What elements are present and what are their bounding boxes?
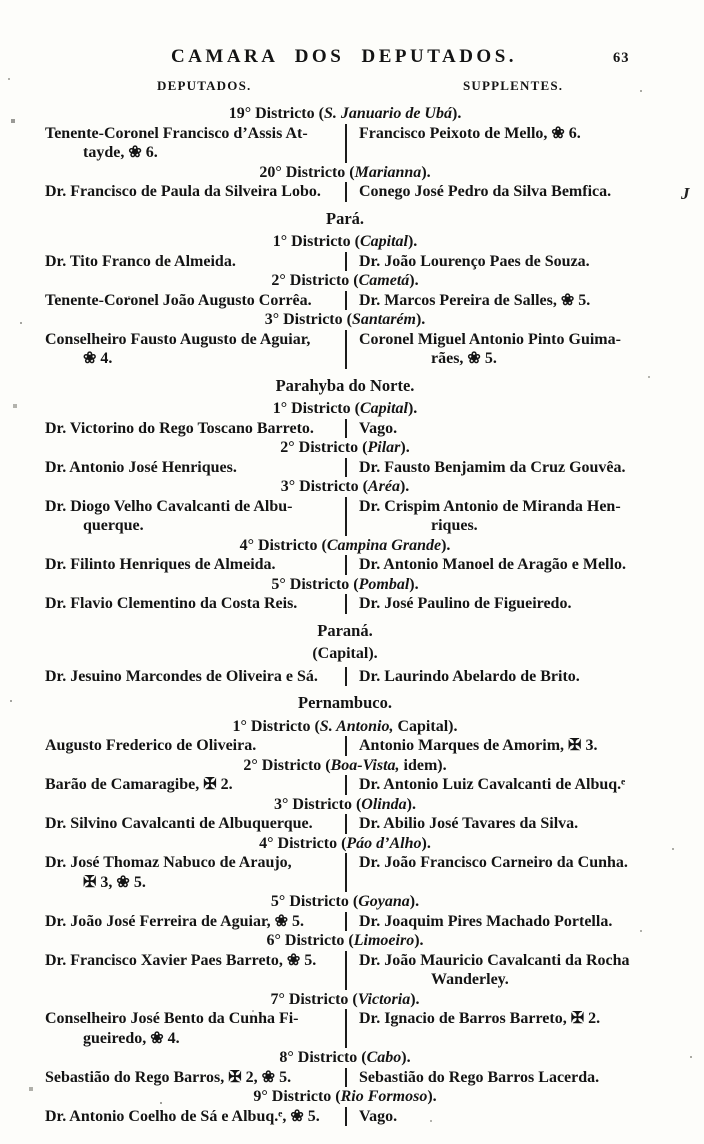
supplente-cell [347,1068,704,1088]
supplente-cell [347,1009,704,1048]
deputado-line: Dr. Tito Franco de Almeida. [45,252,236,270]
district-label-close: ). [421,834,431,852]
deputado-cell [0,736,345,756]
district-place-name: Victoria [357,990,411,1008]
district-label: 3° Districto ( [264,311,352,328]
entry-row [0,124,704,163]
district-heading [0,310,704,330]
deputado-cell [0,951,345,990]
entry-row [0,814,704,834]
supplente-line: riques. [431,517,478,534]
district-label: 9° Districto ( [253,1088,341,1105]
supplente-cell [347,497,704,536]
deputado-line: Dr. Antonio Coelho de Sá e Albuq.ᵉ, ❀ 5. [45,1107,320,1125]
deputado-cell [0,124,345,163]
page-number: 63 [613,50,630,66]
page-header [0,0,704,98]
district-label: 3° Districto ( [280,478,368,495]
district-heading [0,834,704,854]
deputado-cell [0,1009,345,1048]
supplente-line: Dr. Laurindo Abelardo de Brito. [359,667,580,685]
deputado-cell [0,1107,345,1127]
district-label-close: ). [451,105,462,122]
district-label: 1° Districto ( [232,717,320,735]
supplente-line: Vago. [359,1107,398,1125]
supplente-cell [347,594,704,614]
supplente-cell [347,1107,704,1127]
entry-row [0,853,704,892]
district-place-name: Boa-Vista, [330,756,400,774]
district-label-close: ). [441,536,451,554]
supplente-line: Vago. [359,419,398,437]
supplente-cell [347,775,704,795]
supplente-cell [347,667,704,687]
district-place-name: Olinda [361,795,407,813]
district-label-close: ). [400,439,410,456]
deputado-cell [0,555,345,575]
deputado-line: Conselheiro José Bento da Cunha Fi- [45,1010,299,1027]
district-label: 3° Districto ( [274,795,362,813]
deputado-line: Conselheiro Fausto Augusto de Aguiar, [45,330,311,348]
district-place-name: Cametá [358,272,410,289]
district-label: 4° Districto ( [239,536,327,554]
deputado-line: Dr. João José Ferreira de Aguiar, ❀ 5. [45,912,305,930]
district-label-close: ). [409,272,419,289]
district-place-name: Marianna [354,163,422,181]
supplente-cell [347,555,704,575]
state-heading: Pernambuco. [298,693,392,712]
entry-row [0,1009,704,1048]
deputado-line: Dr. Silvino Cavalcanti de Albuquerque. [45,815,313,832]
supplente-cell [347,814,704,834]
deputado-line: Augusto Frederico de Oliveira. [45,737,257,754]
deputado-line: Tenente-Coronel Francisco d’Assis At- [45,124,308,142]
district-label: 4° Districto ( [259,834,347,852]
district-place-name: Capital [359,233,408,250]
district-heading [0,990,704,1010]
supplente-cell [347,951,704,990]
entry-row [0,1107,704,1127]
district-label: 8° Districto ( [279,1049,367,1066]
entry-row [0,458,704,478]
supplente-line: Dr. Abilio José Tavares da Silva. [359,815,579,832]
district-place-name: Aréa [367,478,400,495]
page-body [0,98,704,1126]
deputado-cell [0,497,345,536]
entry-row [0,912,704,932]
deputado-line: tayde, ❀ 6. [83,144,158,161]
page-title: CAMARA DOS DEPUTADOS. [170,46,518,67]
supplente-line: Sebastião do Rego Barros Lacerda. [359,1068,600,1086]
district-label-close: ). [427,1088,437,1105]
supplente-line: Dr. Antonio Luiz Cavalcanti de Albuq.ᵉ [359,776,626,793]
entry-row [0,419,704,439]
district-label-close: ). [409,575,419,593]
state-heading: Paraná. [317,620,373,640]
deputado-cell [0,912,345,932]
district-label-close: ). [406,795,416,813]
district-label-close: ). [407,233,418,250]
print-artifact-glyph: J [681,184,690,203]
district-label-close: ). [415,311,426,328]
supplente-line: Francisco Peixoto de Mello, ❀ 6. [359,124,581,142]
district-label-close: ). [410,990,420,1008]
deputado-line: Barão de Camaragibe, ✠ 2. [45,776,233,793]
district-heading [0,892,704,912]
supplente-cell [347,736,704,756]
district-label: 2° Districto ( [243,756,331,774]
district-place-name: Pilar [367,439,401,456]
deputado-line: ✠ 3, ❀ 5. [83,873,146,891]
supplente-line: Dr. Ignacio de Barros Barreto, ✠ 2. [359,1010,601,1027]
supplente-line: Wanderley. [431,971,509,988]
district-place-name: Limoeiro [353,932,415,949]
entry-row [0,555,704,575]
district-place-name: Páo d’Alho [346,834,422,852]
supplente-cell [347,124,704,163]
entry-row [0,252,704,272]
state-heading: Pará. [325,208,365,228]
supplente-cell [347,291,704,311]
district-heading [0,536,704,556]
district-label: 7° Districto ( [270,990,358,1008]
deputado-cell [0,182,345,202]
deputado-line: Dr. Jesuino Marcondes de Oliveira e Sá. [45,667,318,685]
deputado-cell [0,814,345,834]
district-label-close: idem). [399,756,447,774]
supplente-line: Antonio Marques de Amorim, ✠ 3. [359,737,598,754]
district-heading [0,477,704,497]
supplente-line: Dr. João Mauricio Cavalcanti da Rocha [359,951,630,969]
district-heading [0,438,704,458]
district-label: 2° Districto ( [271,272,359,289]
district-heading [0,931,704,951]
deputado-line: Tenente-Coronel João Augusto Corrêa. [45,291,312,309]
supplente-line: Dr. Fausto Benjamim da Cruz Gouvêa. [359,458,626,476]
district-place-name: Cabo [366,1049,402,1066]
district-heading [0,795,704,815]
deputado-line: Dr. Victorino do Rego Toscano Barreto. [45,419,314,437]
supplente-line: Conego José Pedro da Silva Bemfica. [359,183,612,200]
district-label: 2° Districto ( [280,439,368,456]
district-label: 6° Districto ( [266,932,354,949]
supplente-cell [347,330,704,369]
deputado-line: ❀ 4. [83,350,113,367]
district-label: 19° Districto ( [228,105,324,122]
district-label-close: ). [409,893,420,910]
deputado-line: Dr. Filinto Henriques de Almeida. [45,556,276,573]
deputado-line: Dr. Diogo Velho Cavalcanti de Albu- [45,497,293,515]
district-label-close: ). [399,478,410,495]
deputado-line: querque. [83,517,144,534]
supplente-line: Dr. Antonio Manoel de Aragão e Mello. [359,556,626,573]
supplente-cell [347,419,704,439]
deputado-line: Dr. José Thomaz Nabuco de Araujo, [45,854,292,871]
capital-subheading: (Capital). [312,645,378,662]
district-label: 5° Districto ( [271,575,359,593]
supplente-cell [347,252,704,272]
entry-row [0,951,704,990]
supplente-line: Dr. João Francisco Carneiro da Cunha. [359,854,628,871]
district-heading [0,717,704,737]
entry-row [0,330,704,369]
district-heading [0,1048,704,1068]
supplente-cell [347,853,704,892]
district-label-close: ). [401,1049,411,1066]
district-label-close: Capital). [393,717,458,735]
district-heading [0,575,704,595]
deputado-line: Dr. Francisco de Paula da Silveira Lobo. [45,183,321,200]
district-heading [0,232,704,252]
column-headers [0,78,704,98]
entry-row [0,775,704,795]
district-label-close: ). [421,163,431,181]
deputado-cell [0,775,345,795]
entry-row [0,667,704,687]
supplente-line: Coronel Miguel Antonio Pinto Guima- [359,330,621,348]
district-place-name: S. Antonio, [319,717,394,735]
supplente-line: rães, ❀ 5. [431,350,497,367]
supplentes-column-header: SUPPLENTES. [463,78,564,93]
state-heading: Parahyba do Norte. [275,375,415,395]
supplente-cell [347,182,704,202]
district-heading [0,1087,704,1107]
district-label: 1° Districto ( [272,400,360,417]
deputado-line: Dr. Francisco Xavier Paes Barreto, ❀ 5. [45,951,317,969]
deputado-line: gueiredo, ❀ 4. [83,1029,180,1047]
district-place-name: Campina Grande [326,536,442,554]
deputado-line: Dr. Antonio José Henriques. [45,458,237,476]
supplente-cell [347,912,704,932]
entry-row [0,291,704,311]
district-place-name: Goyana [358,893,410,910]
district-label: 20° Districto ( [259,163,355,181]
deputado-cell [0,594,345,614]
district-place-name: S. Januario de Ubá [323,105,452,122]
district-heading [0,399,704,419]
deputado-cell [0,853,345,892]
deputado-cell [0,419,345,439]
deputado-cell [0,1068,345,1088]
district-heading [0,271,704,291]
deputado-cell [0,252,345,272]
district-place-name: Capital [359,400,408,417]
entry-row [0,736,704,756]
district-place-name: Rio Formoso [340,1088,428,1105]
supplente-line: Dr. Crispim Antonio de Miranda Hen- [359,497,621,515]
entry-row [0,497,704,536]
district-heading [0,104,704,124]
deputado-cell [0,330,345,369]
district-label: 5° Districto ( [270,893,359,910]
supplente-line: Dr. José Paulino de Figueiredo. [359,595,572,612]
deputado-cell [0,291,345,311]
district-heading [0,163,704,183]
supplente-cell [347,458,704,478]
district-label-close: ). [414,932,424,949]
district-label: 1° Districto ( [272,233,360,250]
deputado-line: Sebastião do Rego Barros, ✠ 2, ❀ 5. [45,1068,292,1086]
deputado-cell [0,458,345,478]
deputados-column-header: DEPUTADOS. [157,78,252,93]
district-heading [0,756,704,776]
district-place-name: Pombal [358,575,410,593]
supplente-line: Dr. Marcos Pereira de Salles, ❀ 5. [359,291,591,309]
supplente-line: Dr. Joaquim Pires Machado Portella. [359,912,613,930]
deputado-cell [0,667,345,687]
district-label-close: ). [407,400,418,417]
deputado-line: Dr. Flavio Clementino da Costa Reis. [45,595,298,612]
district-place-name: Santarém [351,311,416,328]
scan-noise-specks [0,0,2,2]
entry-row [0,1068,704,1088]
supplente-line: Dr. João Lourenço Paes de Souza. [359,252,590,270]
entry-row [0,182,704,202]
entry-row [0,594,704,614]
